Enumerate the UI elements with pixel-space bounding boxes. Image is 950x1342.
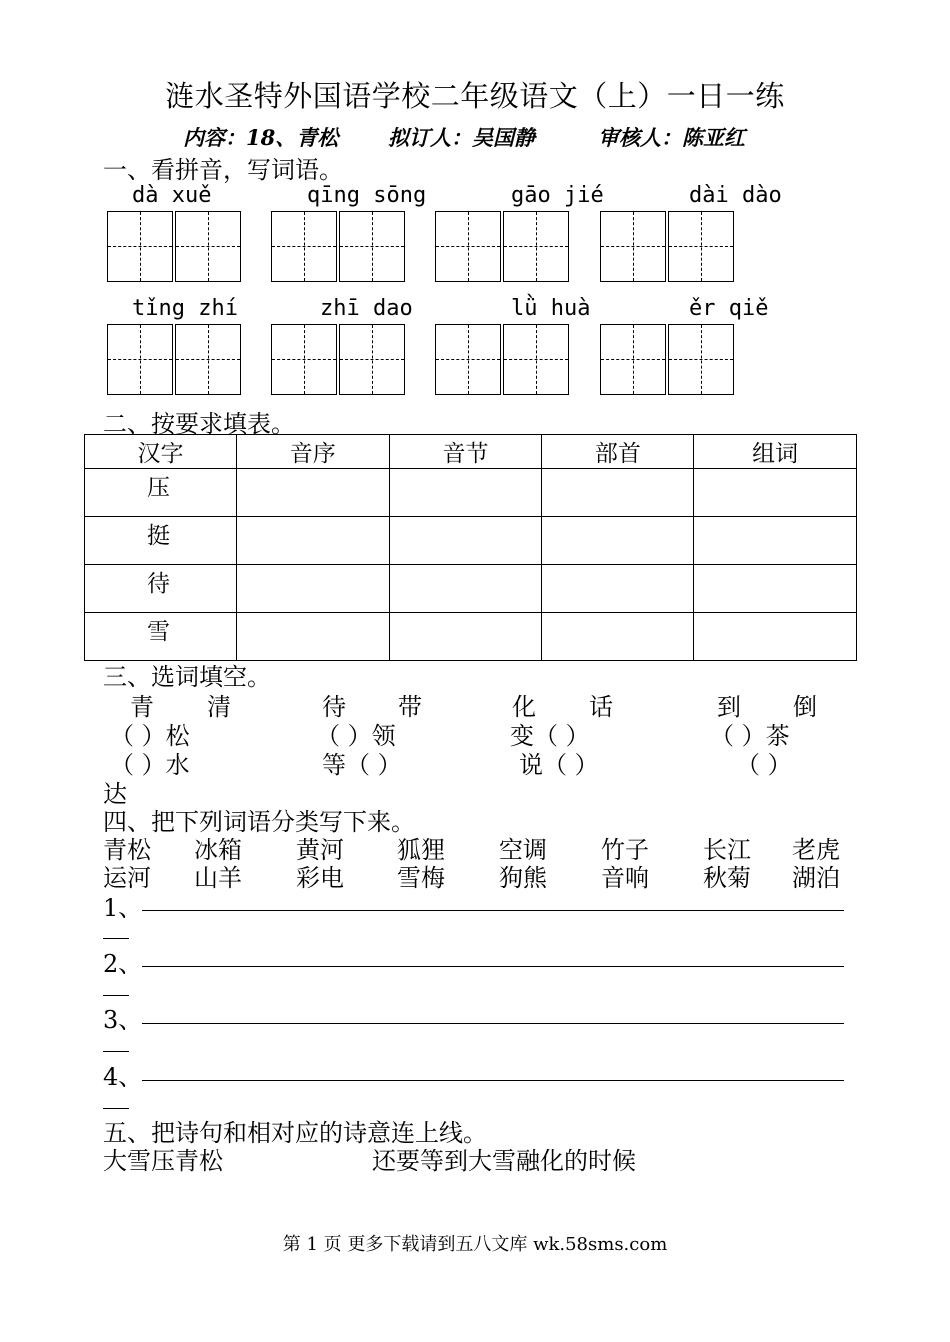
section5-heading: 五、把诗句和相对应的诗意连上线。 bbox=[103, 1119, 487, 1147]
table-header: 部首 bbox=[542, 435, 694, 469]
option-char: 青 bbox=[130, 693, 154, 721]
pinyin-label: ěr qiě bbox=[689, 296, 769, 321]
answer-label: 1、 bbox=[103, 894, 143, 922]
table-row bbox=[85, 517, 857, 565]
table-cell[interactable] bbox=[694, 469, 857, 517]
word: 冰箱 bbox=[194, 836, 242, 864]
writing-grid[interactable] bbox=[600, 211, 666, 282]
table-cell[interactable] bbox=[694, 565, 857, 613]
pinyin-label: zhī dao bbox=[320, 296, 413, 321]
word: 秋菊 bbox=[703, 864, 751, 892]
table-header-row bbox=[85, 435, 857, 469]
writing-grid[interactable] bbox=[503, 211, 569, 282]
table-cell[interactable] bbox=[236, 517, 389, 565]
answer-line[interactable] bbox=[142, 1080, 844, 1081]
writing-grid[interactable] bbox=[339, 324, 405, 395]
option-char: 带 bbox=[398, 693, 422, 721]
fill-blank[interactable]: （ ） bbox=[736, 751, 792, 779]
section4-heading: 四、把下列词语分类写下来。 bbox=[103, 808, 415, 836]
option-char: 化 bbox=[512, 693, 536, 721]
answer-line-continuation bbox=[103, 938, 129, 939]
writing-grid[interactable] bbox=[175, 211, 241, 282]
word: 黄河 bbox=[296, 836, 344, 864]
table-cell[interactable] bbox=[694, 613, 857, 661]
table-header: 组词 bbox=[694, 435, 857, 469]
option-char: 待 bbox=[322, 693, 346, 721]
writing-grid[interactable] bbox=[271, 211, 337, 282]
writing-grid[interactable] bbox=[271, 324, 337, 395]
answer-line-continuation bbox=[103, 995, 129, 996]
word: 音响 bbox=[601, 864, 649, 892]
word: 雪梅 bbox=[397, 864, 445, 892]
answer-label: 4、 bbox=[103, 1063, 143, 1091]
answer-line[interactable] bbox=[142, 966, 844, 967]
pinyin-label: dà xuě bbox=[132, 183, 212, 208]
word: 青松 bbox=[103, 836, 151, 864]
fill-blank[interactable]: 等（ ） bbox=[322, 751, 402, 779]
word: 狗熊 bbox=[499, 864, 547, 892]
table-cell[interactable] bbox=[389, 517, 542, 565]
fill-blank[interactable]: （ ）领 bbox=[316, 722, 396, 750]
poem-meaning[interactable]: 还要等到大雪融化的时候 bbox=[372, 1147, 636, 1175]
fill-blank[interactable]: （ ）茶 bbox=[710, 722, 790, 750]
table-cell[interactable] bbox=[389, 469, 542, 517]
section3-heading: 三、选词填空。 bbox=[103, 663, 271, 691]
word: 山羊 bbox=[194, 864, 242, 892]
table-cell[interactable] bbox=[542, 469, 694, 517]
word: 老虎 bbox=[792, 836, 840, 864]
table-cell[interactable] bbox=[542, 613, 694, 661]
word: 彩电 bbox=[296, 864, 344, 892]
pinyin-label: dài dào bbox=[689, 183, 782, 208]
writing-grid[interactable] bbox=[107, 324, 173, 395]
writing-grid[interactable] bbox=[435, 324, 501, 395]
option-char: 话 bbox=[589, 693, 613, 721]
table-header: 汉字 bbox=[85, 435, 237, 469]
answer-label: 2、 bbox=[103, 950, 143, 978]
writing-grid[interactable] bbox=[339, 211, 405, 282]
writing-grid[interactable] bbox=[503, 324, 569, 395]
word: 运河 bbox=[103, 864, 151, 892]
table-header: 音序 bbox=[236, 435, 389, 469]
table-row bbox=[85, 613, 857, 661]
answer-line-continuation bbox=[103, 1051, 129, 1052]
answer-line[interactable] bbox=[142, 1023, 844, 1024]
word: 狐狸 bbox=[397, 836, 445, 864]
answer-label: 3、 bbox=[103, 1006, 143, 1034]
writing-grid[interactable] bbox=[175, 324, 241, 395]
table-cell[interactable] bbox=[542, 517, 694, 565]
poem-line[interactable]: 大雪压青松 bbox=[103, 1147, 223, 1175]
word: 长江 bbox=[703, 836, 751, 864]
meta-author: 拟订人：吴国静 bbox=[388, 125, 535, 150]
table-cell[interactable] bbox=[389, 565, 542, 613]
fill-blank[interactable]: 变（ ） bbox=[510, 722, 590, 750]
page-title: 涟水圣特外国语学校二年级语文（上）一日一练 bbox=[165, 79, 785, 113]
writing-grid[interactable] bbox=[435, 211, 501, 282]
table-row bbox=[85, 469, 857, 517]
table-char: 挺 bbox=[85, 517, 237, 565]
page-footer: 第 1 页 更多下载请到五八文库 wk.58sms.com bbox=[282, 1234, 668, 1255]
writing-grid[interactable] bbox=[668, 324, 734, 395]
fill-blank[interactable]: （ ）松 bbox=[110, 722, 190, 750]
writing-grid[interactable] bbox=[107, 211, 173, 282]
table-char: 待 bbox=[85, 565, 237, 613]
table-cell[interactable] bbox=[694, 517, 857, 565]
table-char: 雪 bbox=[85, 613, 237, 661]
meta-content: 内容：18、青松 bbox=[183, 125, 339, 150]
table-cell[interactable] bbox=[542, 565, 694, 613]
pinyin-label: gāo jié bbox=[511, 183, 604, 208]
word: 竹子 bbox=[601, 836, 649, 864]
option-char: 清 bbox=[207, 693, 231, 721]
table-header: 音节 bbox=[389, 435, 542, 469]
pinyin-label: qīng sōng bbox=[307, 183, 427, 208]
pinyin-label: tǐng zhí bbox=[132, 296, 238, 321]
fill-table bbox=[84, 434, 857, 661]
section2-heading: 二、按要求填表。 bbox=[103, 410, 295, 438]
fill-blank[interactable]: 说（ ） bbox=[519, 751, 599, 779]
table-cell[interactable] bbox=[236, 469, 389, 517]
wrap-char: 达 bbox=[103, 780, 127, 808]
option-char: 倒 bbox=[793, 693, 817, 721]
answer-line-continuation bbox=[103, 1108, 129, 1109]
table-cell[interactable] bbox=[236, 565, 389, 613]
word: 空调 bbox=[499, 836, 547, 864]
writing-grid[interactable] bbox=[600, 324, 666, 395]
table-cell[interactable] bbox=[236, 613, 389, 661]
section1-heading: 一、看拼音，写词语。 bbox=[103, 156, 343, 184]
writing-grid[interactable] bbox=[668, 211, 734, 282]
table-row bbox=[85, 565, 857, 613]
word: 湖泊 bbox=[792, 864, 840, 892]
answer-line[interactable] bbox=[142, 910, 844, 911]
option-char: 到 bbox=[717, 693, 741, 721]
meta-reviewer: 审核人：陈亚红 bbox=[598, 125, 745, 150]
fill-blank[interactable]: （ ）水 bbox=[110, 751, 190, 779]
table-cell[interactable] bbox=[389, 613, 542, 661]
table-char: 压 bbox=[85, 469, 237, 517]
pinyin-label: lǜ huà bbox=[511, 296, 591, 321]
